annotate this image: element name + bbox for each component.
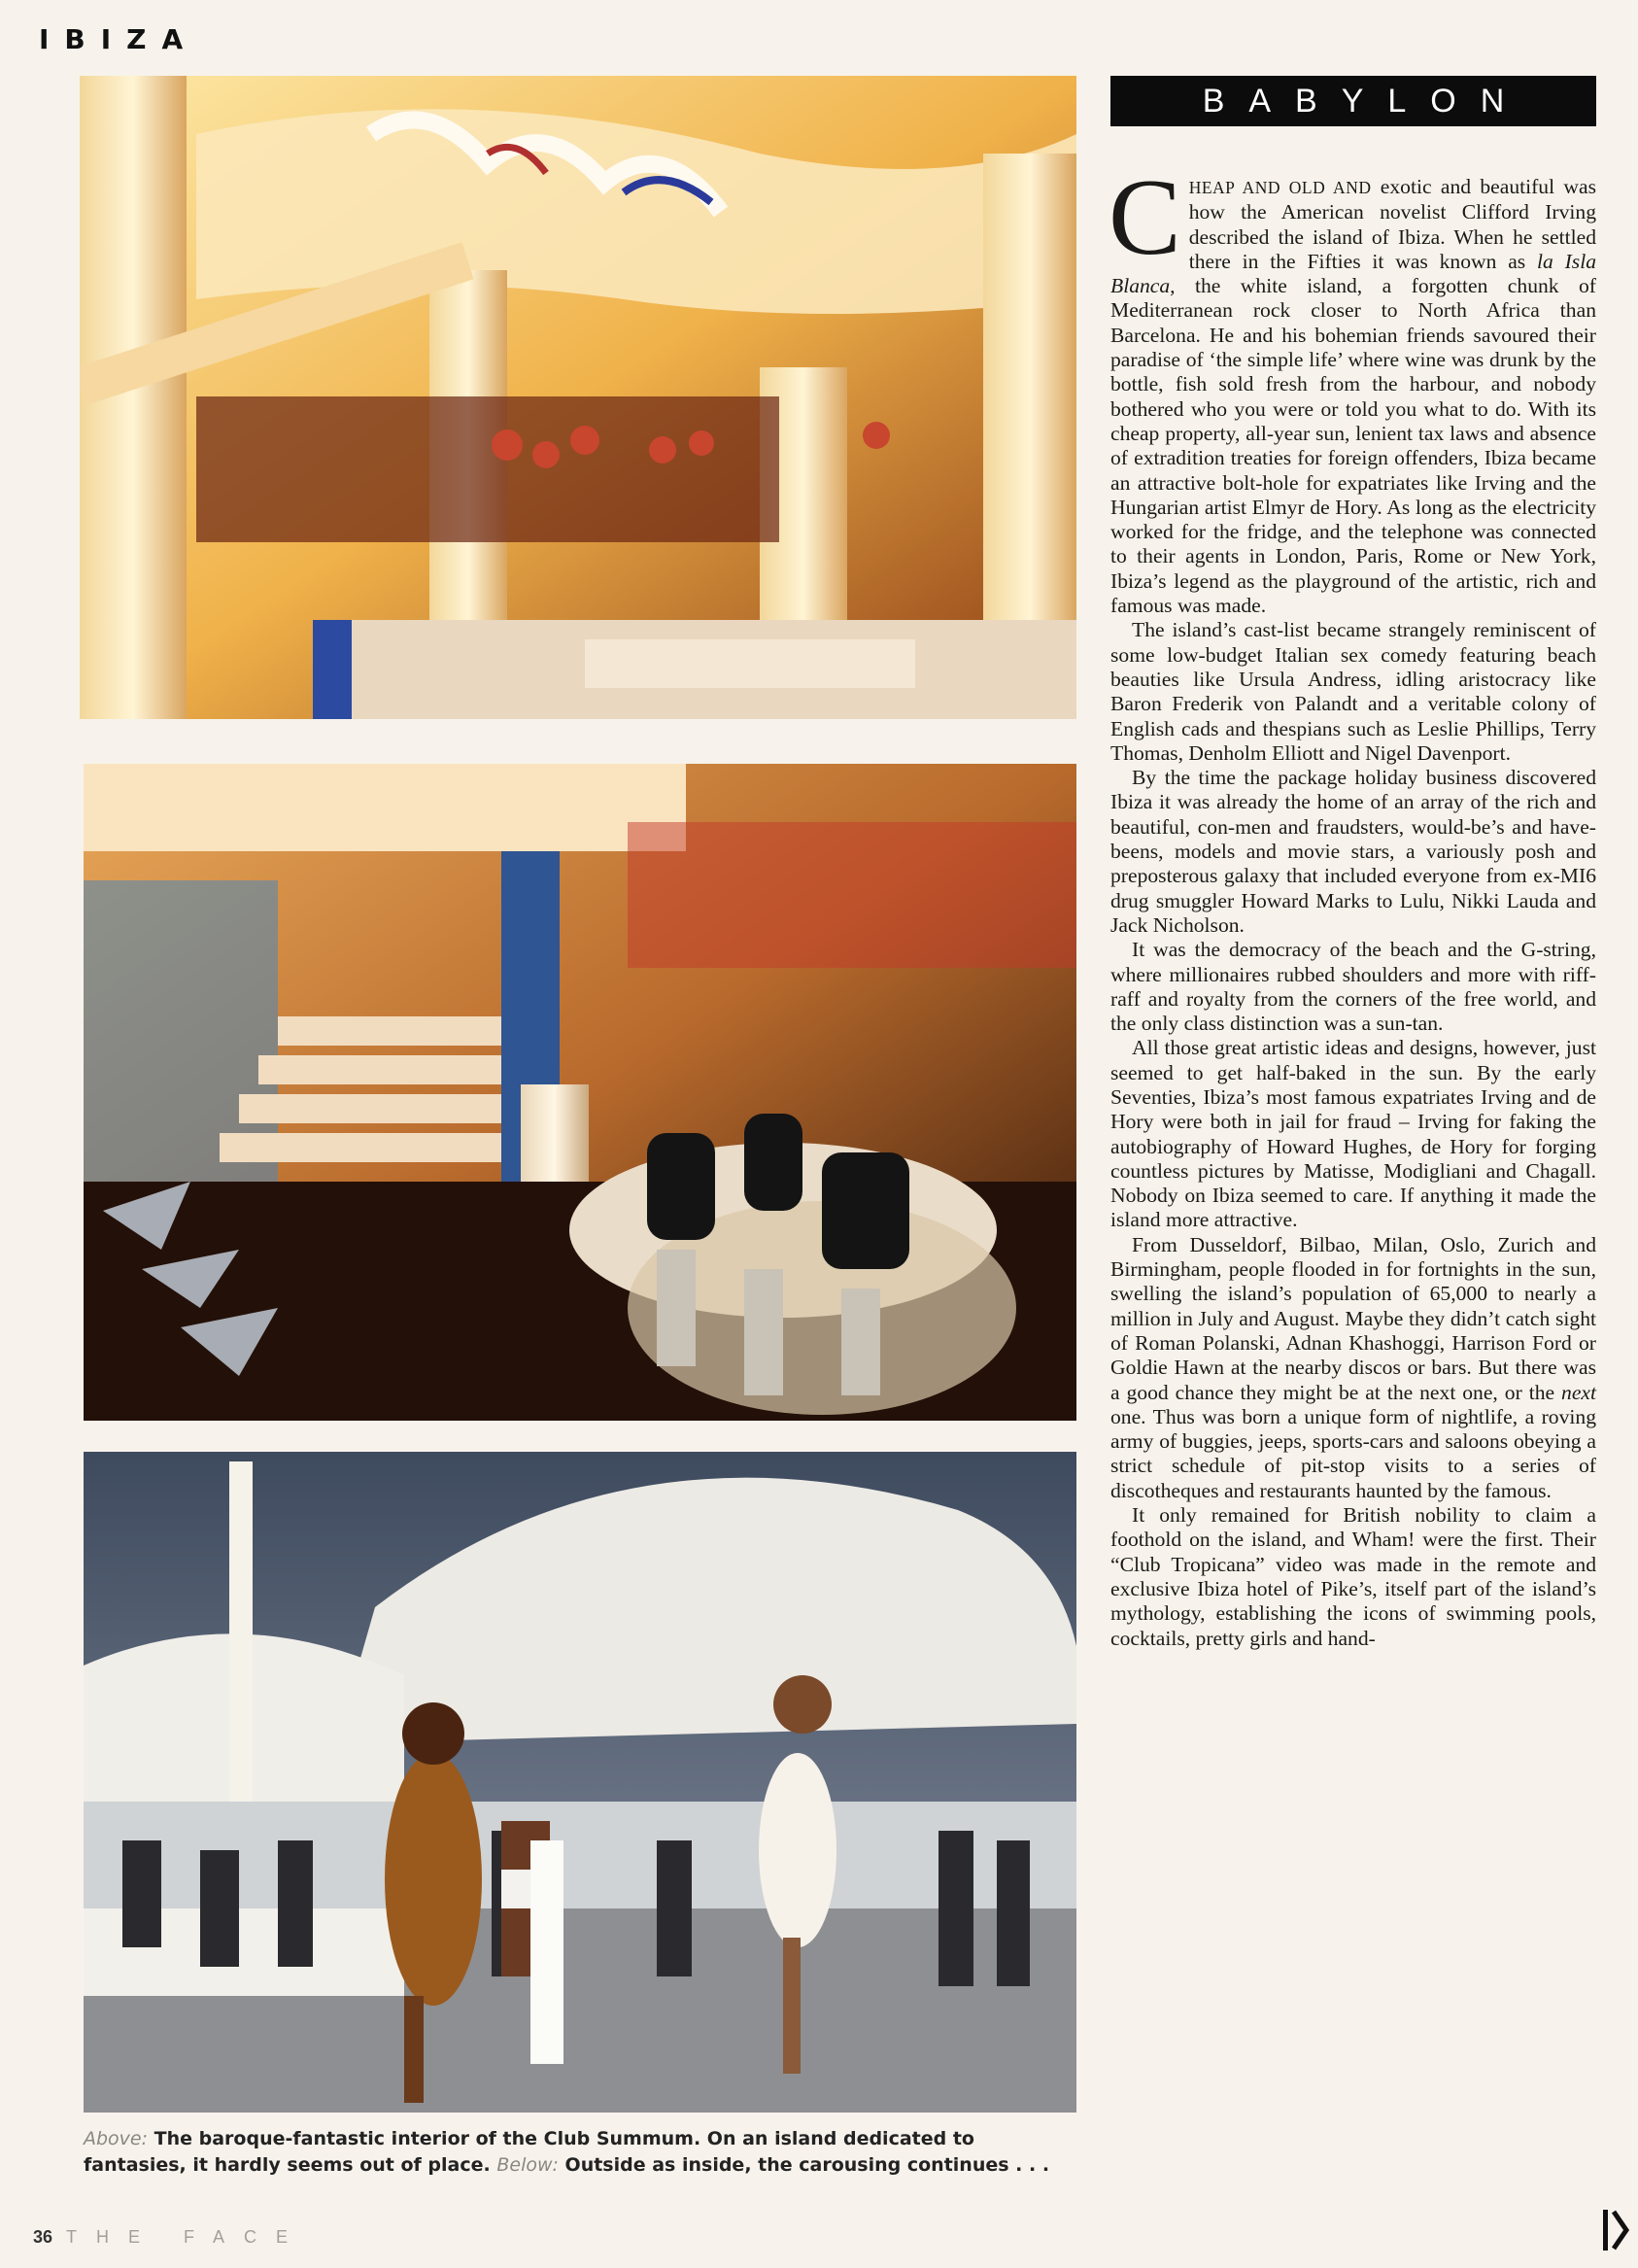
article-headline: BABYLON xyxy=(1110,76,1596,126)
section-label: IBIZA xyxy=(39,23,199,55)
caption-below-text: Outside as inside, the carousing continues . . . xyxy=(558,2154,1050,2176)
p1-text-b: the white island, a forgotten chunk of Mediterranean rock closer to North Africa than Barcelona. He and his bohemian friends savoured their paradise of ‘the simple life’ where wine was drunk by the bottle, fish sold fresh from the harbour, and nobody bothered who you were or told you what to do. With its cheap property, all-year sun, lenient tax laws and absence of extradition treaties for foreign offenders, Ibiza became an attractive bolt-hole for expatriates like Irving and the Hungarian artist Elmyr de Hory. As long as the electricity worked for the fridge, and the telephone was connected to their agents in London, Paris, Rome or New York, Ibiza’s legend as the playground of the artistic, rich and famous was made. xyxy=(1110,274,1596,618)
lead-in-smallcaps: HEAP AND OLD AND xyxy=(1188,178,1372,197)
article-paragraph-5: All those great artistic ideas and designs, however, just seemed to get half-baked in the sun. By the early Seventies, Ibiza’s most famous expatriates Irving and de Hory were both in jail for fraud – Irving for faking the autobiography of Howard Hughes, de Hory for forging countless pictures by Matisse, Modigliani and Chagall. Nobody on Ibiza seemed to care. If anything it made the island more attractive. xyxy=(1110,1036,1596,1232)
club-interior-photo-top xyxy=(80,76,1076,719)
article-paragraph-3: By the time the package holiday business discovered Ibiza it was already the home of an array of the rich and beautiful, con-men and fraudsters, would-be’s and have-beens, models and movie stars, a variously posh and preposterous galaxy that included everyone from ex-MI6 drug smuggler Howard Marks to Lulu, Nikki Lauda and Jack Nicholson. xyxy=(1110,766,1596,937)
p1-text-a: exotic and beautiful was how the American novelist Clifford Irving described the island of Ibiza. When he settled there in the Fifties it was known as xyxy=(1188,175,1596,273)
magazine-name: THE FACE xyxy=(66,2227,308,2247)
article-body xyxy=(1109,157,1596,1651)
p6-italic: next xyxy=(1561,1380,1596,1404)
page-footer xyxy=(33,2227,307,2248)
p6-text-a: From Dusseldorf, Bilbao, Milan, Oslo, Zurich and Birmingham, people flooded in for fortnights in the sun, swelling the island’s population of 65,000 to nearly a million in July and August. Maybe they didn’t catch sight of Roman Polanski, Adnan Khashoggi, Harrison Ford or Goldie Hawn at the nearby discos or bars. But there was a good chance they might be at the next one, or the xyxy=(1110,1232,1596,1404)
p6-text-b: one. Thus was born a unique form of nightlife, a roving army of buggies, jeeps, sports-cars and saloons obeying a strict schedule of pit-stop visits to a series of discotheques and restaurants haunted by the famous. xyxy=(1110,1404,1596,1502)
article-paragraph-4: It was the democracy of the beach and the G-string, where millionaires rubbed shoulders and more with riff-raff and royalty from the corners of the free world, and the only class distinction was a sun-tan. xyxy=(1110,938,1596,1036)
page-number: 36 xyxy=(33,2227,53,2247)
caption-above-tag: Above: xyxy=(84,2128,149,2149)
outdoor-dancers-photo-bottom xyxy=(84,1452,1076,2113)
caption-below-tag: Below: xyxy=(496,2154,559,2176)
drop-cap: C xyxy=(1109,157,1181,278)
caption-above-text: The baroque-fantastic interior of the Club Summum. On an island dedicated to fantasies, it hardly seems out of place. xyxy=(84,2128,974,2176)
continue-arrow-icon xyxy=(1601,2206,1630,2254)
article-paragraph-6 xyxy=(1110,1233,1596,1503)
article-paragraph-2: The island’s cast-list became strangely reminiscent of some low-budget Italian sex comedy featuring beach beauties like Ursula Andress, idling aristocracy like Baron Frederik von Palandt and a veritable colony of English cads and thespians such as Leslie Phillips, Terry Thomas, Denholm Elliott and Nigel Davenport. xyxy=(1110,618,1596,765)
p1-italic: la Isla Blanca, xyxy=(1110,249,1596,298)
photo-caption xyxy=(84,2126,1076,2179)
article-paragraph-7: It only remained for British nobility to claim a foothold on the island, and Wham! were the first. Their “Club Tropicana” video was made in the remote and exclusive Ibiza hotel of Pike’s, itself part of the island’s mythology, establishing the icons of swimming pools, cocktails, pretty girls and hand- xyxy=(1110,1503,1596,1650)
article-paragraph-1 xyxy=(1109,157,1596,618)
club-bar-photo-middle xyxy=(84,764,1076,1421)
